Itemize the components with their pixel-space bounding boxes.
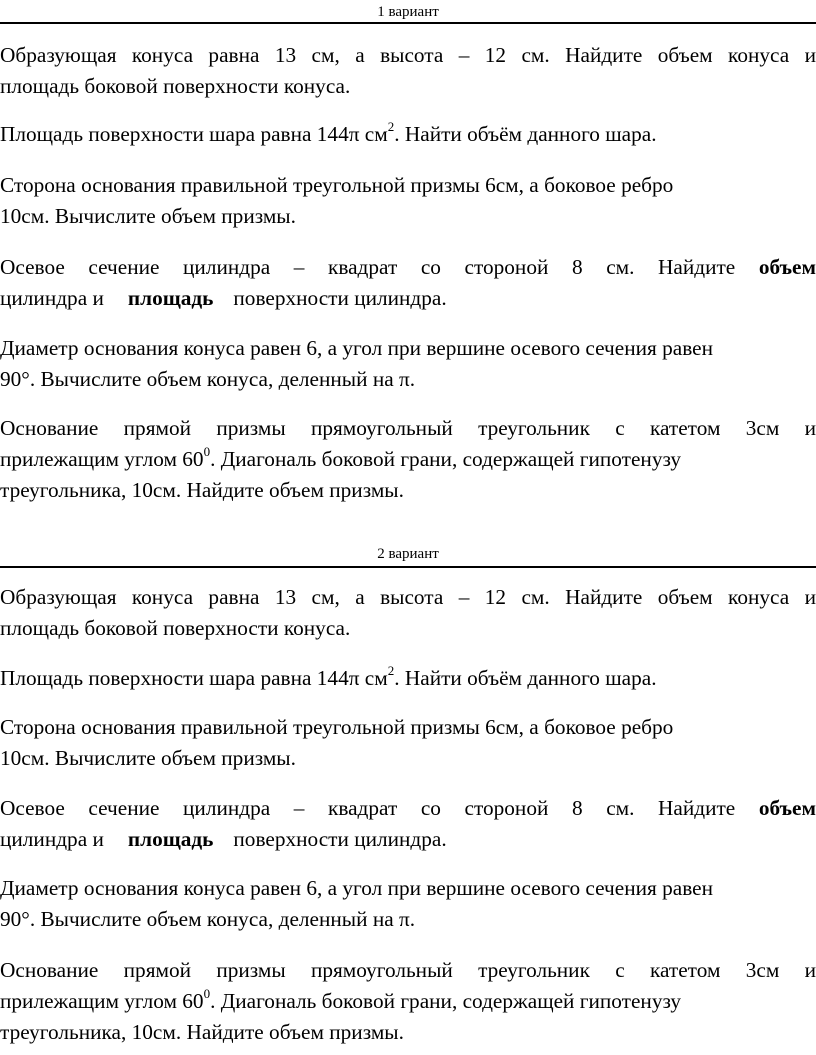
- task-line: [0, 793, 816, 824]
- task-line: площадь боковой поверхности конуса.: [0, 616, 351, 640]
- task-line: Образующая конуса равна 13 см, а высота – 12 см. Найдите объем конуса и: [0, 43, 816, 67]
- variant-1-rule: [0, 22, 816, 24]
- task-line: треугольника, 10см. Найдите объем призмы.: [0, 478, 404, 502]
- variant-2-task-5: [0, 873, 816, 935]
- task-line: 90°. Вычислите объем конуса, деленный на π.: [0, 907, 416, 931]
- superscript: 2: [387, 118, 395, 134]
- bold-text: объем: [758, 796, 816, 820]
- task-line: Сторона основания правильной треугольной призмы 6см, а боковое ребро: [0, 715, 674, 739]
- task-line: треугольника, 10см. Найдите объем призмы.: [0, 1020, 404, 1044]
- variant-2-task-6: [0, 955, 816, 1048]
- task-line: Диаметр основания конуса равен 6, а угол при вершине осевого сечения равен: [0, 336, 714, 360]
- variant-1-task-6: [0, 413, 816, 506]
- variant-1-task-1: [0, 40, 816, 102]
- variant-2-task-1: [0, 582, 816, 644]
- variant-1-task-4: [0, 252, 816, 314]
- task-line: [0, 283, 816, 314]
- task-text: поверхности цилиндра.: [233, 286, 447, 310]
- task-line: [0, 119, 816, 150]
- task-line: [0, 444, 816, 475]
- task-text: Площадь поверхности шара равна 144π см: [0, 122, 388, 146]
- bold-text: площадь: [127, 286, 214, 310]
- bold-text: объем: [758, 255, 816, 279]
- variant-2-task-4: [0, 793, 816, 855]
- task-line: 10см. Вычислите объем призмы.: [0, 746, 296, 770]
- variant-1-task-5: [0, 333, 816, 395]
- task-line: Основание прямой призмы прямоугольный треугольник с катетом 3см и: [0, 416, 816, 440]
- variant-2-task-2: [0, 663, 816, 694]
- task-text: прилежащим углом 60: [0, 989, 204, 1013]
- task-text: . Найти объём данного шара.: [394, 122, 657, 146]
- variant-2-rule: [0, 566, 816, 568]
- variant-2-task-3: [0, 712, 816, 774]
- task-line: Сторона основания правильной треугольной призмы 6см, а боковое ребро: [0, 173, 674, 197]
- task-line: [0, 824, 816, 855]
- task-text: прилежащим углом 60: [0, 447, 204, 471]
- task-text: . Диагональ боковой грани, содержащей гипотенузу: [210, 989, 682, 1013]
- task-text: цилиндра и: [0, 286, 104, 310]
- task-line: [0, 986, 816, 1017]
- task-line: [0, 663, 816, 694]
- bold-text: площадь: [127, 827, 214, 851]
- task-text: Осевое сечение цилиндра – квадрат со стороной 8 см. Найдите: [0, 255, 736, 279]
- superscript: 2: [387, 662, 395, 678]
- task-text: . Диагональ боковой грани, содержащей гипотенузу: [210, 447, 682, 471]
- task-text: цилиндра и: [0, 827, 104, 851]
- task-line: Основание прямой призмы прямоугольный треугольник с катетом 3см и: [0, 958, 816, 982]
- task-text: Площадь поверхности шара равна 144π см: [0, 666, 388, 690]
- task-line: площадь боковой поверхности конуса.: [0, 74, 351, 98]
- task-line: 90°. Вычислите объем конуса, деленный на π.: [0, 367, 416, 391]
- variant-1-title: 1 вариант: [377, 4, 439, 20]
- task-text: поверхности цилиндра.: [233, 827, 447, 851]
- task-text: . Найти объём данного шара.: [394, 666, 657, 690]
- task-line: 10см. Вычислите объем призмы.: [0, 204, 296, 228]
- variant-2-title: 2 вариант: [377, 546, 439, 562]
- task-line: [0, 252, 816, 283]
- superscript: 0: [203, 985, 211, 1001]
- variant-1-task-3: [0, 170, 816, 232]
- task-line: Диаметр основания конуса равен 6, а угол при вершине осевого сечения равен: [0, 876, 714, 900]
- task-line: Образующая конуса равна 13 см, а высота – 12 см. Найдите объем конуса и: [0, 585, 816, 609]
- task-text: Осевое сечение цилиндра – квадрат со стороной 8 см. Найдите: [0, 796, 736, 820]
- variant-1-task-2: [0, 119, 816, 150]
- superscript: 0: [203, 443, 211, 459]
